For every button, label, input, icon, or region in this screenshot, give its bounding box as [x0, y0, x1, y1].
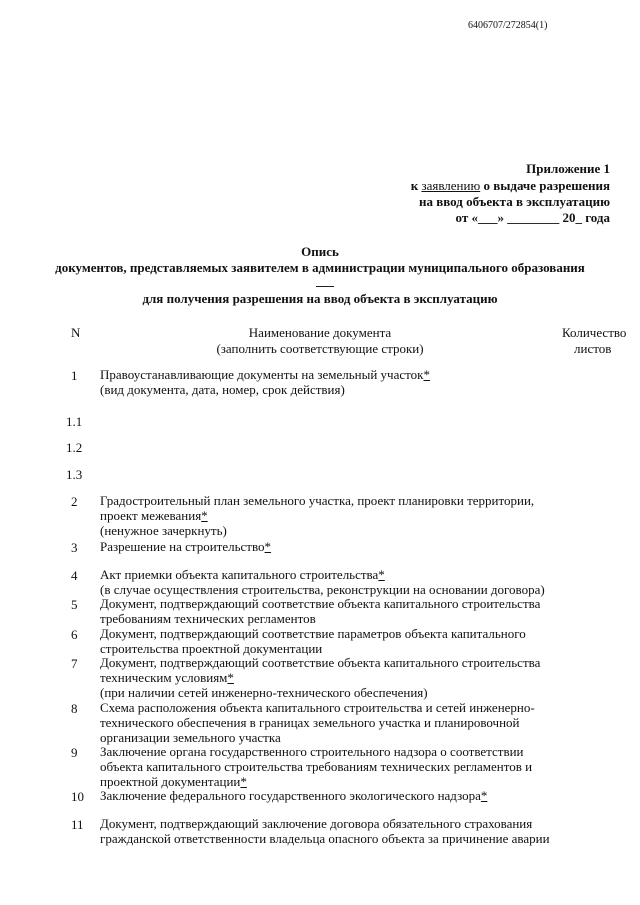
row-text: (при наличии сетей инженерно-технического обеспечения): [100, 684, 428, 700]
row-number: 1.2: [66, 440, 83, 455]
row-text: (вид документа, дата, номер, срок действия): [100, 381, 345, 397]
row-text: Заключение федерального государственного экологического надзора*: [100, 788, 488, 803]
row-text: Схема расположения объекта капитального строительства и сетей инженерно-: [100, 700, 535, 715]
row-text: Документ, подтверждающий соответствие объекта капитального строительства: [100, 596, 541, 611]
header-count: Количество: [562, 325, 627, 340]
row-text: Разрешение на строительство*: [100, 539, 272, 554]
footnote-marker: *: [480, 788, 488, 803]
footnote-marker: *: [227, 669, 234, 685]
blank-line: [316, 286, 334, 287]
row-text: Заключение органа государственного строительного надзора о соответствии: [100, 744, 524, 759]
header-number: N: [71, 325, 81, 340]
footnote-marker: *: [240, 773, 247, 789]
row-number: 1.3: [66, 467, 83, 482]
appendix-title: Приложение 1: [526, 161, 610, 176]
application-link[interactable]: заявлению: [421, 178, 481, 193]
header-doc-name-hint: (заполнить соответствующие строки): [216, 341, 424, 356]
footnote-marker: *: [378, 567, 385, 582]
row-text: Документ, подтверждающий соответствие параметров объекта капитального: [100, 626, 526, 641]
row-text: техническим условиям*: [100, 669, 234, 685]
header-sheets: листов: [574, 341, 612, 356]
inventory-purpose: для получения разрешения на ввод объекта в эксплуатацию: [142, 291, 498, 306]
appendix-line-3: на ввод объекта в эксплуатацию: [418, 194, 610, 209]
row-text: организации земельного участка: [100, 729, 281, 745]
row-number: 1: [71, 368, 78, 383]
row-number: 8: [71, 701, 78, 716]
row-text: (ненужное зачеркнуть): [100, 522, 227, 538]
row-text: строительства проектной документации: [100, 640, 323, 656]
row-text: требованиям технических регламентов: [100, 610, 316, 626]
row-text: гражданской ответственности владельца опасного объекта за причинение аварии: [100, 830, 550, 846]
row-text: Правоустанавливающие документы на земельный участок*: [100, 367, 430, 382]
row-text: объекта капитального строительства требованиям технических регламентов и: [100, 758, 533, 774]
footnote-marker: *: [201, 507, 208, 523]
header-doc-name: Наименование документа: [248, 325, 392, 340]
appendix-suffix: о выдаче разрешения: [483, 178, 610, 193]
footnote-marker: *: [264, 539, 272, 554]
row-number: 7: [71, 656, 78, 671]
row-text: Документ, подтверждающий заключение договора обязательного страхования: [100, 816, 533, 831]
document-id: 6406707/272854(1): [468, 20, 548, 31]
row-number: 5: [71, 597, 78, 612]
row-text: проект межевания*: [100, 507, 208, 523]
row-number: 11: [71, 817, 84, 832]
appendix-line-2: [411, 177, 610, 194]
appendix-prefix: к: [410, 178, 419, 193]
row-text: Акт приемки объекта капитального строительства*: [100, 567, 385, 582]
row-text: технического обеспечения в границах земельного участка и планировочной: [100, 714, 520, 730]
inventory-subtitle: документов, представляемых заявителем в администрации муниципального образования: [55, 260, 585, 275]
row-number: 10: [71, 789, 84, 804]
row-text: Документ, подтверждающий соответствие объекта капитального строительства: [100, 655, 541, 670]
row-text: проектной документации*: [100, 773, 247, 789]
inventory-title: Опись: [301, 244, 339, 259]
row-number: 9: [71, 745, 78, 760]
row-number: 3: [71, 540, 78, 555]
row-text: Градостроительный план земельного участка, проект планировки территории,: [100, 493, 535, 508]
row-number: 1.1: [66, 414, 83, 429]
row-number: 6: [71, 627, 78, 642]
row-text: (в случае осуществления строительства, реконструкции на основании договора): [100, 581, 545, 597]
appendix-date-line: от «___» ________ 20_ года: [455, 210, 610, 225]
footnote-marker: *: [423, 367, 430, 382]
row-number: 2: [71, 494, 78, 509]
row-number: 4: [71, 568, 78, 583]
